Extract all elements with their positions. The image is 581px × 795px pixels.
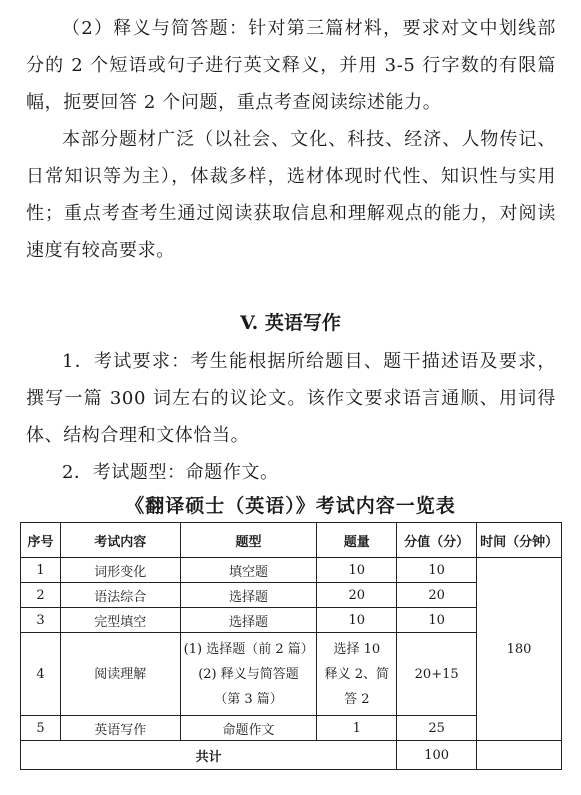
cell-content: 词形变化 [60,558,180,583]
exam-content-table [20,522,562,770]
table-row [21,558,562,583]
paragraph-reading-explanation: （2）释义与简答题：针对第三篇材料，要求对文中划线部分的 2 个短语或句子进行英文释义，并用 3-5 行字数的有限篇幅，扼要回答 2 个问题，重点考查阅读综述能力。 [26,18,556,113]
total-empty-cell [477,741,562,770]
total-label: 共计 [21,741,397,770]
cell-type: 填空题 [180,558,317,583]
cell-count: 10 [317,558,397,583]
cell-score: 20 [397,583,477,608]
cell-time: 180 [477,558,562,741]
total-score: 100 [397,741,477,770]
cell-content: 英语写作 [60,716,180,741]
paragraph-writing-requirements: 1．考试要求：考生能根据所给题目、题干描述语及要求，撰写一篇 300 词左右的议论文。该作文要求语言通顺、用词得体、结构合理和文体恰当。 [26,351,556,446]
cell-content: 阅读理解 [60,633,180,716]
paragraph-writing-type: 2．考试题型：命题作文。 [62,462,279,483]
header-cell-count: 题量 [317,523,397,558]
cell-type-line: （第 3 篇） [214,691,283,707]
cell-score: 10 [397,558,477,583]
section-title-english-writing: V. 英语写作 [240,312,341,334]
header-cell-score: 分值（分） [397,523,477,558]
cell-no: 5 [21,716,61,741]
cell-count-line: 选择 10 [333,641,381,657]
cell-content: 完型填空 [60,608,180,633]
cell-count-line: 答 2 [344,691,370,707]
cell-count: 10 [317,608,397,633]
header-cell-time: 时间（分钟） [477,523,562,558]
header-cell-type: 题型 [180,523,317,558]
cell-score: 20+15 [397,633,477,716]
cell-no: 4 [21,633,61,716]
cell-type-line: (2) 释义与简答题 [198,666,299,682]
table-header-row [21,523,562,558]
cell-type-line: (1) 选择题（前 2 篇） [183,641,314,657]
cell-type [180,633,317,716]
cell-count-line: 释义 2、简 [324,666,389,682]
cell-score: 10 [397,608,477,633]
cell-count: 20 [317,583,397,608]
table-title: 《翻译硕士（英语）》考试内容一览表 [125,495,456,517]
header-cell-content: 考试内容 [60,523,180,558]
header-cell-no: 序号 [21,523,61,558]
cell-type: 命题作文 [180,716,317,741]
cell-count: 1 [317,716,397,741]
cell-content: 语法综合 [60,583,180,608]
cell-count [317,633,397,716]
cell-no: 3 [21,608,61,633]
paragraph-reading-scope: 本部分题材广泛（以社会、文化、科技、经济、人物传记、日常知识等为主），体裁多样，选材体现时代性、知识性与实用性；重点考查考生通过阅读获取信息和理解观点的能力，对阅读速度有较高要求。 [26,129,556,261]
table-total-row [21,741,562,770]
cell-no: 2 [21,583,61,608]
cell-type: 选择题 [180,608,317,633]
cell-no: 1 [21,558,61,583]
cell-score: 25 [397,716,477,741]
cell-type: 选择题 [180,583,317,608]
